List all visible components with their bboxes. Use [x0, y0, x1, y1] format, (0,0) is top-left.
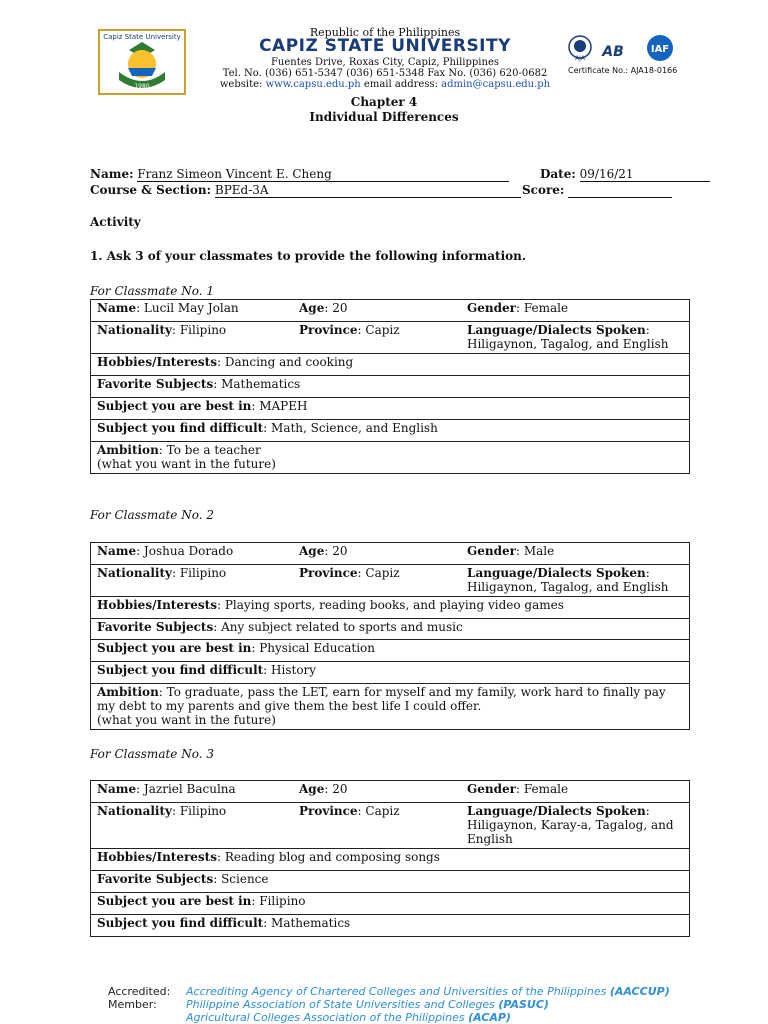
chapter-number: Chapter 4 [350, 95, 418, 109]
classmate-3-caption: For Classmate No. 3 [90, 747, 214, 761]
cm2-age-cell: Age: 20 [293, 543, 461, 565]
aja-badge-text: AJA [575, 55, 585, 62]
date-value: 09/16/21 [580, 167, 710, 182]
cm1-age-cell: Age: 20 [293, 300, 461, 322]
cm2-language-cell: Language/Dialects Spoken: Hiligaynon, Tagalog, and English [461, 565, 690, 597]
cm3-age-cell: Age: 20 [293, 781, 461, 803]
cm1-language-cell: Language/Dialects Spoken: Hiligaynon, Tagalog, and English [461, 322, 690, 354]
cm1-fav-cell: Favorite Subjects: Mathematics [91, 376, 690, 398]
cm3-name-cell: Name: Jazriel Baculna [91, 781, 294, 803]
university-web-line [200, 79, 570, 90]
classmate-2-caption: For Classmate No. 2 [90, 508, 214, 522]
course-row [90, 183, 521, 198]
cm1-province-cell: Province: Capiz [293, 322, 461, 354]
cm2-gender-cell: Gender: Male [461, 543, 690, 565]
cm1-ambition-cell: Ambition: To be a teacher (what you want in the future) [91, 442, 690, 474]
cm1-gender-cell: Gender: Female [461, 300, 690, 322]
footer-accredited-line: Accredited: Accrediting Agency of Chartered Colleges and Universities of the Philippines (AACCUP) [108, 985, 670, 998]
cm2-best-cell: Subject you are best in: Physical Education [91, 640, 690, 662]
ab-badge-text: AB [602, 44, 624, 60]
cm1-nationality-cell: Nationality: Filipino [91, 322, 294, 354]
logo-year: 1980 [134, 83, 150, 90]
date-label: Date: [540, 167, 576, 181]
name-label: Name: [90, 167, 134, 181]
certification-logos [568, 34, 680, 84]
cm3-gender-cell: Gender: Female [461, 781, 690, 803]
cm2-province-cell: Province: Capiz [293, 565, 461, 597]
course-label: Course & Section: [90, 183, 212, 197]
cm1-name-cell: Name: Lucil May Jolan [91, 300, 294, 322]
date-row [540, 167, 710, 182]
score-row [522, 183, 672, 198]
university-logo [97, 28, 187, 96]
cm3-fav-cell: Favorite Subjects: Science [91, 871, 690, 893]
classmate-3-table [90, 780, 690, 937]
logo-text: Capiz State University [103, 33, 181, 41]
cm1-best-cell: Subject you are best in: MAPEH [91, 398, 690, 420]
cm2-fav-cell: Favorite Subjects: Any subject related to sports and music [91, 619, 690, 640]
course-value: BPEd-3A [215, 183, 521, 198]
cm3-province-cell: Province: Capiz [293, 803, 461, 849]
score-label: Score: [522, 183, 565, 197]
footer-accreditations [108, 985, 670, 1024]
footer-member2-line: Agricultural Colleges Association of the Philippines (ACAP) [186, 1011, 511, 1024]
email-link[interactable]: admin@capsu.edu.ph [441, 79, 551, 90]
iaf-badge-text: IAF [650, 44, 670, 55]
footer-member-line: Member: Philippine Association of State Universities and Colleges (PASUC) [108, 998, 549, 1011]
certificate-number: Certificate No.: AJA18-0166 [568, 66, 678, 75]
cm2-hobbies-cell: Hobbies/Interests: Playing sports, reading books, and playing video games [91, 597, 690, 619]
cm1-difficult-cell: Subject you find difficult: Math, Science, and English [91, 420, 690, 442]
name-value: Franz Simeon Vincent E. Cheng [137, 167, 509, 182]
activity-heading: Activity [90, 215, 141, 229]
email-label: email address: [360, 79, 442, 90]
university-name: CAPIZ STATE UNIVERSITY [259, 36, 511, 56]
accredited-label: Accredited: [108, 985, 171, 998]
cm3-language-cell: Language/Dialects Spoken: Hiligaynon, Karay-a, Tagalog, and English [461, 803, 690, 849]
university-telephone: Tel. No. (036) 651-5347 (036) 651-5348 Fax No. (036) 620-0682 [222, 68, 548, 79]
score-blank [568, 183, 672, 198]
cm3-difficult-cell: Subject you find difficult: Mathematics [91, 915, 690, 937]
cm1-hobbies-cell: Hobbies/Interests: Dancing and cooking [91, 354, 690, 376]
cm2-ambition-cell: Ambition: To graduate, pass the LET, earn for myself and my family, work hard to finally pay my debt to my parents and give them the best life I could offer. (what you want in the future) [91, 684, 690, 730]
website-link[interactable]: www.capsu.edu.ph [265, 79, 361, 90]
cm2-nationality-cell: Nationality: Filipino [91, 565, 294, 597]
cm3-best-cell: Subject you are best in: Filipino [91, 893, 690, 915]
cm3-hobbies-cell: Hobbies/Interests: Reading blog and composing songs [91, 849, 690, 871]
chapter-title: Individual Differences [309, 110, 459, 124]
cm2-name-cell: Name: Joshua Dorado [91, 543, 294, 565]
web-label: website: [219, 79, 266, 90]
classmate-1-table [90, 299, 690, 474]
republic-line: Republic of the Philippines [309, 26, 461, 39]
university-address: Fuentes Drive, Roxas City, Capiz, Philippines [270, 57, 499, 68]
cm2-difficult-cell: Subject you find difficult: History [91, 662, 690, 684]
name-row [90, 167, 509, 182]
classmate-2-table [90, 542, 690, 730]
classmate-1-caption: For Classmate No. 1 [90, 284, 214, 298]
question-1: 1. Ask 3 of your classmates to provide the following information. [90, 249, 527, 263]
cm3-nationality-cell: Nationality: Filipino [91, 803, 294, 849]
member-label: Member: [108, 998, 157, 1011]
